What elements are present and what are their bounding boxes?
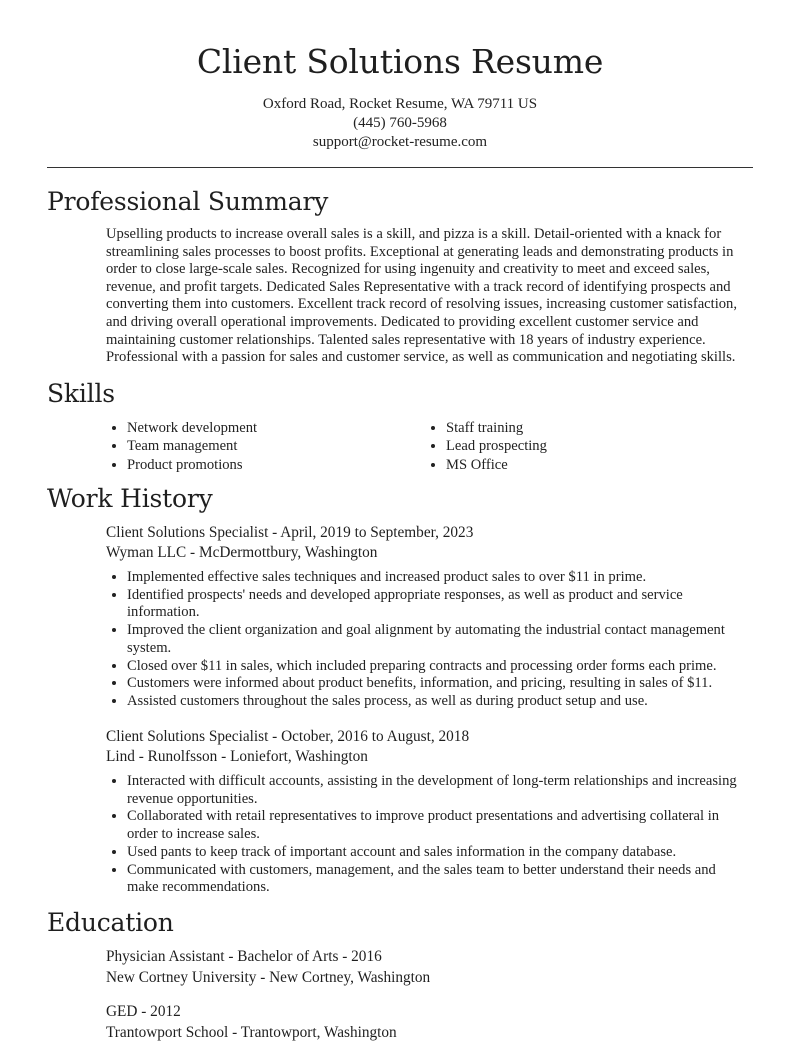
job-bullet: • Assisted customers throughout the sales process, as well as during product setup and use. bbox=[127, 693, 751, 711]
skill-item: • Team management bbox=[127, 437, 425, 455]
job-bullet: • Used pants to keep track of important account and sales information in the company database. bbox=[127, 844, 751, 862]
contact-email: support@rocket-resume.com bbox=[0, 133, 800, 152]
section-title-skills: Skills bbox=[47, 379, 115, 408]
job-title-dates: Client Solutions Specialist - October, 2016 to August, 2018 bbox=[106, 727, 751, 747]
job-title-dates: Client Solutions Specialist - April, 2019 to September, 2023 bbox=[106, 523, 751, 543]
resume-header bbox=[0, 0, 800, 152]
job-company-location: Wyman LLC - McDermottbury, Washington bbox=[106, 543, 751, 563]
skill-item: • Network development bbox=[127, 419, 425, 437]
skills-column-right bbox=[425, 419, 744, 474]
job-entry bbox=[106, 523, 751, 711]
job-bullet: • Identified prospects' needs and developed appropriate responses, as well as product and service information. bbox=[127, 587, 751, 622]
skill-item: • MS Office bbox=[446, 456, 744, 474]
contact-block bbox=[0, 95, 800, 152]
job-bullet: • Collaborated with retail representatives to improve product presentations and advertising collateral in order to increase sales. bbox=[127, 808, 751, 843]
job-entry bbox=[106, 727, 751, 897]
section-title-summary: Professional Summary bbox=[47, 187, 328, 216]
skills-list bbox=[106, 419, 746, 474]
section-title-education: Education bbox=[47, 908, 174, 937]
education-school: Trantowport School - Trantowport, Washington bbox=[106, 1023, 746, 1043]
header-divider bbox=[47, 167, 753, 168]
job-bullet: • Customers were informed about product benefits, information, and pricing, resulting in sales of $11. bbox=[127, 675, 751, 693]
job-company-location: Lind - Runolfsson - Loniefort, Washington bbox=[106, 747, 751, 767]
education-school: New Cortney University - New Cortney, Washington bbox=[106, 968, 746, 989]
contact-phone: (445) 760-5968 bbox=[0, 114, 800, 133]
summary-text: Upselling products to increase overall sales is a skill, and pizza is a skill. Detail-oriented with a knack for streamlining sales processes to boost profits. Exceptional at generating leads and demonstrating products in order to close large-scale sales. Recognized for using ingenuity and creativity to meet and exceed sales, revenue, and profit targets. Dedicated Sales Representative with a track record of identifying prospects and converting them into customers. Excellent track record of resolving issues, increasing customer satisfaction, and driving overall operational improvements. Dedicated to providing excellent customer service and maintaining customer relationships. Talented sales representative with 18 years of industry experience. Professional with a passion for sales and customer service, as well as communication and negotiating skills. bbox=[106, 226, 746, 367]
skills-column-left bbox=[106, 419, 425, 474]
job-bullet: • Closed over $11 in sales, which included preparing contracts and processing order forms each prime. bbox=[127, 658, 751, 676]
job-bullet: • Improved the client organization and goal alignment by automating the industrial contact management system. bbox=[127, 622, 751, 657]
job-bullets bbox=[106, 773, 751, 897]
skill-item: • Staff training bbox=[446, 419, 744, 437]
job-bullet: • Implemented effective sales techniques and increased product sales to over $11 in prime. bbox=[127, 569, 751, 587]
education-degree: GED - 2012 bbox=[106, 1002, 746, 1023]
resume-title: Client Solutions Resume bbox=[0, 42, 800, 81]
job-bullets bbox=[106, 569, 751, 711]
job-bullet: • Communicated with customers, management, and the sales team to better understand their needs and make recommendations. bbox=[127, 862, 751, 897]
education-entry bbox=[106, 1002, 746, 1043]
education-entry bbox=[106, 947, 746, 988]
contact-address: Oxford Road, Rocket Resume, WA 79711 US bbox=[0, 95, 800, 114]
section-title-work-history: Work History bbox=[47, 484, 213, 513]
education-degree: Physician Assistant - Bachelor of Arts - 2016 bbox=[106, 947, 746, 968]
skill-item: • Product promotions bbox=[127, 456, 425, 474]
job-bullet: • Interacted with difficult accounts, assisting in the development of long-term relationships and increasing revenue opportunities. bbox=[127, 773, 751, 808]
skill-item: • Lead prospecting bbox=[446, 437, 744, 455]
